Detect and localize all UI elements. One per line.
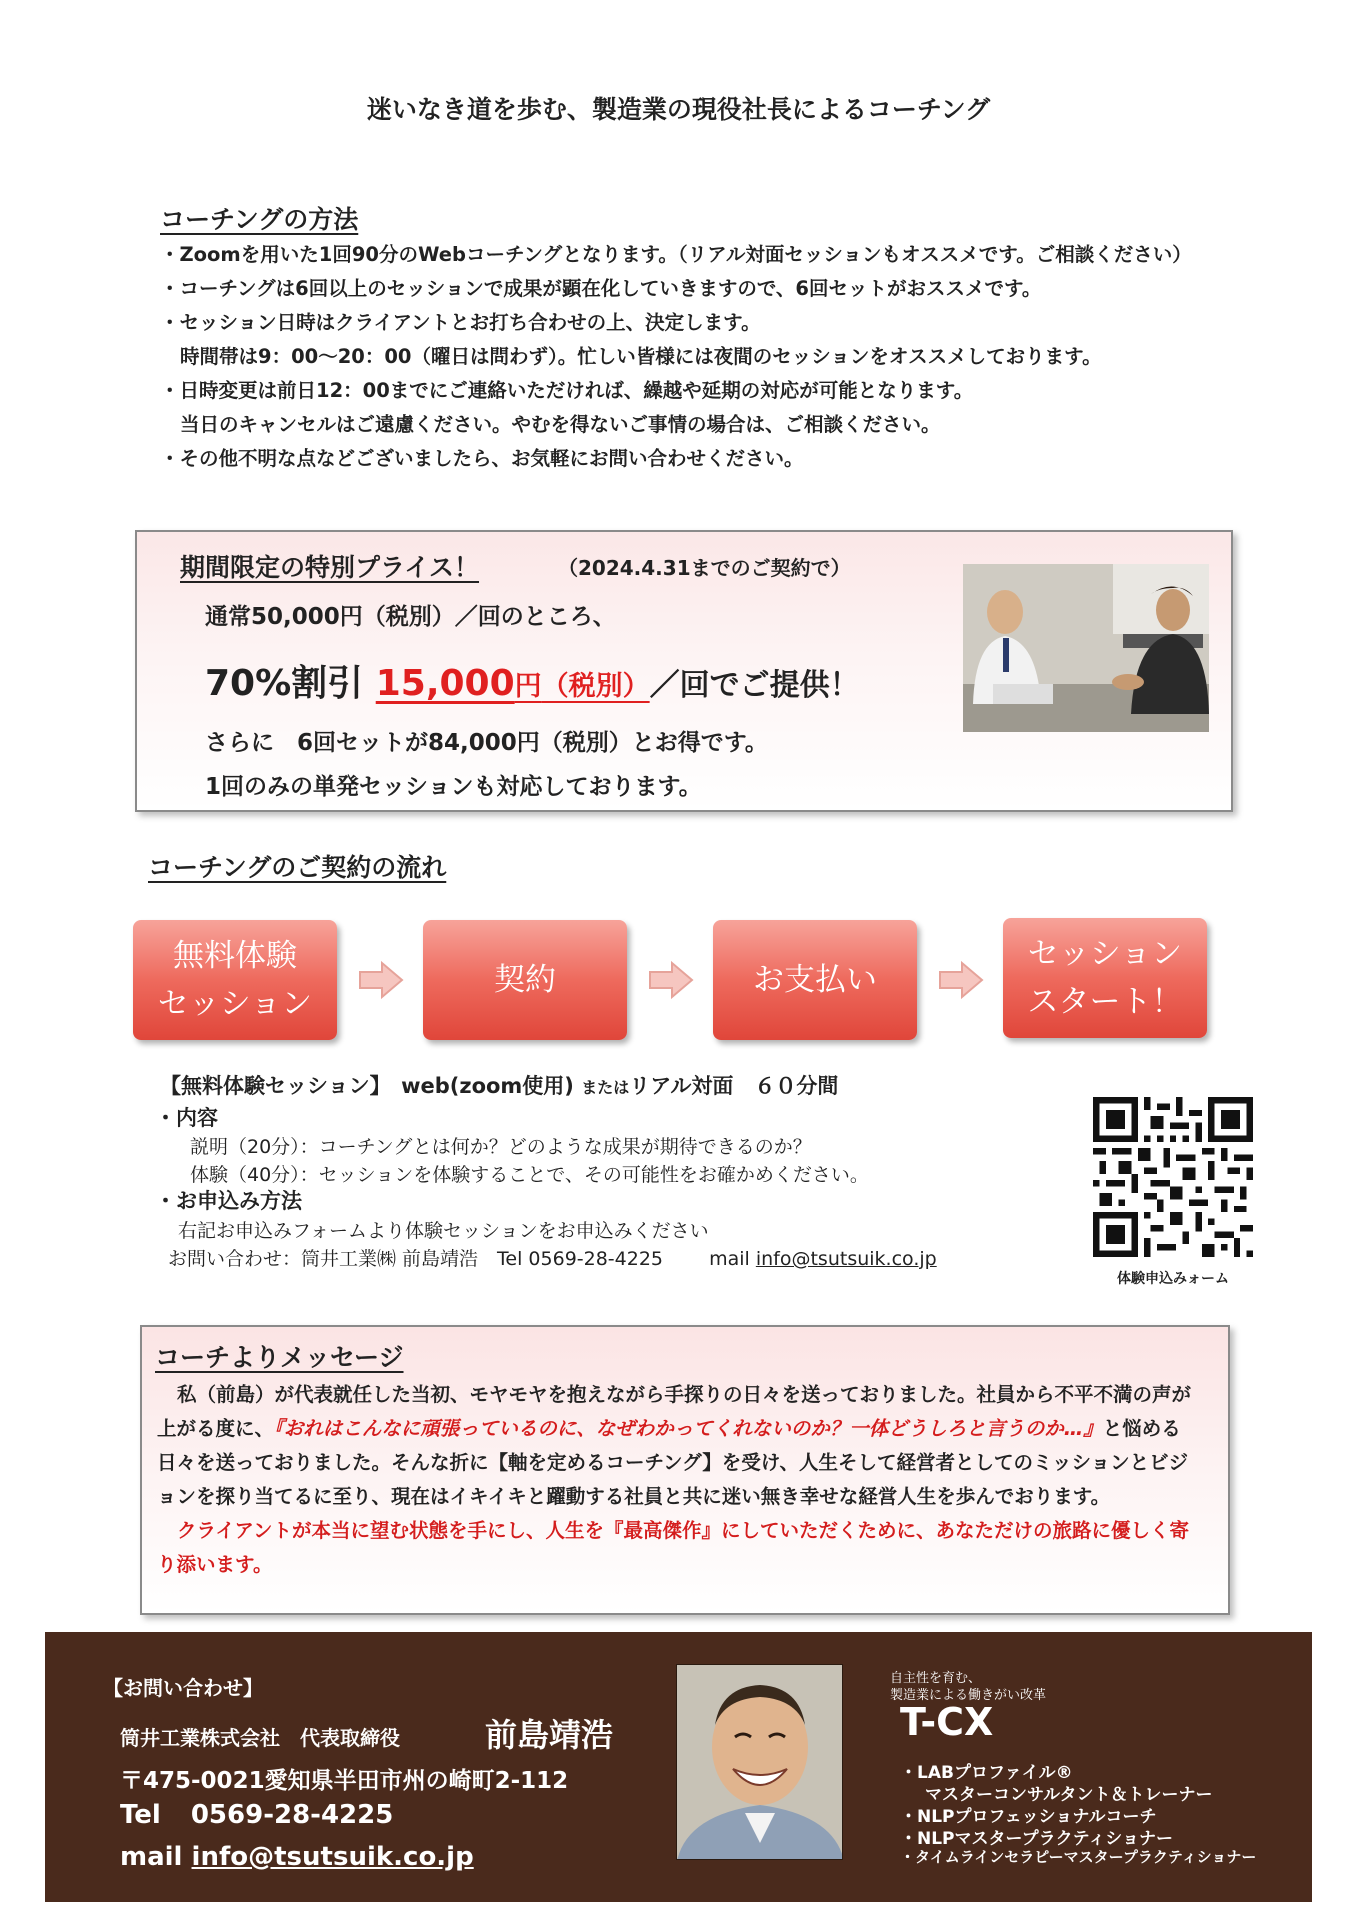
footer-credential: マスターコンサルタント＆トレーナー [925,1785,1213,1805]
flow-step-label: セッション [1027,936,1183,972]
flow-step-label: スタート！ [1027,984,1183,1020]
meeting-photo [963,564,1209,732]
footer-credential: ・NLPプロフェッショナルコーチ [900,1807,1157,1827]
special-price-line [205,655,860,706]
method-item: ・その他不明な点などございましたら、お気軽にお問い合わせください。 [160,447,804,470]
method-item: 当日のキャンセルはご遠慮ください。やむを得ないご事情の場合は、ご相談ください。 [180,413,941,436]
footer-mail [120,1842,474,1872]
method-list [160,238,1260,476]
arrow-right-icon [648,960,694,1000]
trial-heading-a: 【無料体験セッション】 web(zoom使用) [160,1074,574,1098]
footer-tel-number[interactable]: 0569-28-4225 [190,1800,394,1830]
price-deadline-note: （2024.4.31までのご契約で） [558,556,851,580]
trial-apply-label: ・お申込み方法 [155,1189,302,1213]
method-item: ・Zoomを用いた1回90分のWebコーチングとなります。（リアル対面セッションもオススメです。ご相談ください） [160,243,1192,266]
set-price: さらに 6回セットが84,000円（税別）とお得です。 [205,730,768,756]
footer-address: 〒475-0021愛知県半田市州の崎町2-112 [120,1768,569,1794]
trial-contact-text: お問い合わせ：筒井工業㈱ 前島靖浩 Tel 0569-28-4225 [168,1248,664,1270]
footer-tagline-1: 自主性を育む、 [890,1671,982,1686]
footer-name: 前島靖浩 [485,1716,614,1754]
footer-mail-link[interactable]: info@tsutsuik.co.jp [191,1842,474,1872]
footer-contact-label: 【お問い合わせ】 [103,1676,263,1700]
arrow-right-icon [358,960,404,1000]
qr-code-icon[interactable] [1093,1097,1253,1257]
trial-apply-text: 右記お申込みフォームより体験セッションをお申込みください [178,1220,709,1242]
message-quote: 『おれはこんなに頑張っているのに、なぜわかってくれないのか？一体どうしろと言うのか…』 [274,1417,1103,1440]
trial-content-label: ・内容 [155,1106,218,1130]
message-paragraph-1-end: と悩める日々を送っておりました。そんな折に【軸を定めるコーチング】を受け、人生そして経営者としてのミッションとビジョンを探り当てるに至り、現在はイキイキと躍動する社員と共に迷い無き幸せな経営人生を歩んでおります。 [157,1417,1189,1508]
flow-step-session-start [1003,918,1207,1038]
method-item: ・セッション日時はクライアントとお打ち合わせの上、決定します。 [160,311,761,334]
regular-price: 通常50,000円（税別）／回のところ、 [205,604,616,630]
message-paragraph-1: 私（前島）が代表就任した当初、モヤモヤを抱えながら手探りの日々を送っておりました。社員から不平不満の声が上がる度に、 [157,1383,1192,1440]
flow-heading: コーチングのご契約の流れ [148,853,447,882]
flow-step-free-trial [133,920,337,1040]
trial-mail-label: mail [709,1248,750,1270]
footer-tel [120,1800,393,1830]
footer-credential: ・タイムラインセラピーマスタープラクティショナー [900,1848,1257,1866]
trial-heading-or: または [581,1078,630,1097]
flow-step-contract [423,920,627,1040]
trial-heading [160,1070,838,1100]
trial-content-1: 説明（20分）：コーチングとは何か？どのような成果が期待できるのか？ [190,1136,812,1158]
message-body [157,1378,1197,1582]
trial-content-2: 体験（40分）：セッションを体験することで、その可能性をお確かめください。 [190,1164,869,1186]
flow-step-label: 契約 [494,962,556,998]
trial-heading-c: リアル対面 ６０分間 [629,1074,839,1098]
flow-step-label: セッション [157,986,313,1022]
special-price-tax: （税別） [541,671,650,702]
special-price: 15,000 [375,663,515,704]
flow-step-payment [713,920,917,1040]
qr-caption: 体験申込みォーム [1117,1271,1229,1287]
profile-photo [676,1664,843,1860]
method-item: ・日時変更は前日12：00までにご連絡いただければ、繰越や延期の対応が可能となります。 [160,379,974,402]
message-paragraph-2: クライアントが本当に望む状態を手にし、人生を『最高傑作』にしていただくために、あなただけの旅路に優しく寄り添います。 [157,1519,1190,1576]
special-price-yen: 円 [514,671,542,702]
single-session-note: 1回のみの単発セッションも対応しております。 [205,774,702,800]
method-item: 時間帯は9：00〜20：00（曜日は問わず）。忙しい皆様には夜間のセッションをオススメしております。 [180,345,1102,368]
footer-credential: ・LABプロファイル® [900,1763,1073,1783]
footer-company: 筒井工業株式会社 代表取締役 [120,1726,400,1750]
footer-tagline-2: 製造業による働きがい改革 [890,1688,1047,1703]
trial-mail-link[interactable]: info@tsutsuik.co.jp [755,1248,937,1270]
footer-tel-label: Tel [120,1800,161,1830]
arrow-right-icon [938,960,984,1000]
special-price-tail: ／回でご提供！ [649,668,860,703]
trial-contact [168,1244,937,1271]
price-heading: 期間限定の特別プライス！ [180,553,480,582]
footer-credential: ・NLPマスタープラクティショナー [900,1829,1173,1849]
message-heading: コーチよりメッセージ [155,1343,404,1372]
method-item: ・コーチングは6回以上のセッションで成果が顕在化していきますので、6回セットがおススメです。 [160,277,1042,300]
method-heading: コーチングの方法 [160,205,359,234]
page-title: 迷いなき道を歩む、製造業の現役社長によるコーチング [366,95,991,124]
footer-mail-label: mail [120,1842,183,1872]
flow-step-label: 無料体験 [172,938,297,974]
discount-label: 70%割引 [205,663,364,704]
footer-brand: T-CX [900,1700,994,1744]
flow-step-label: お支払い [753,962,877,998]
